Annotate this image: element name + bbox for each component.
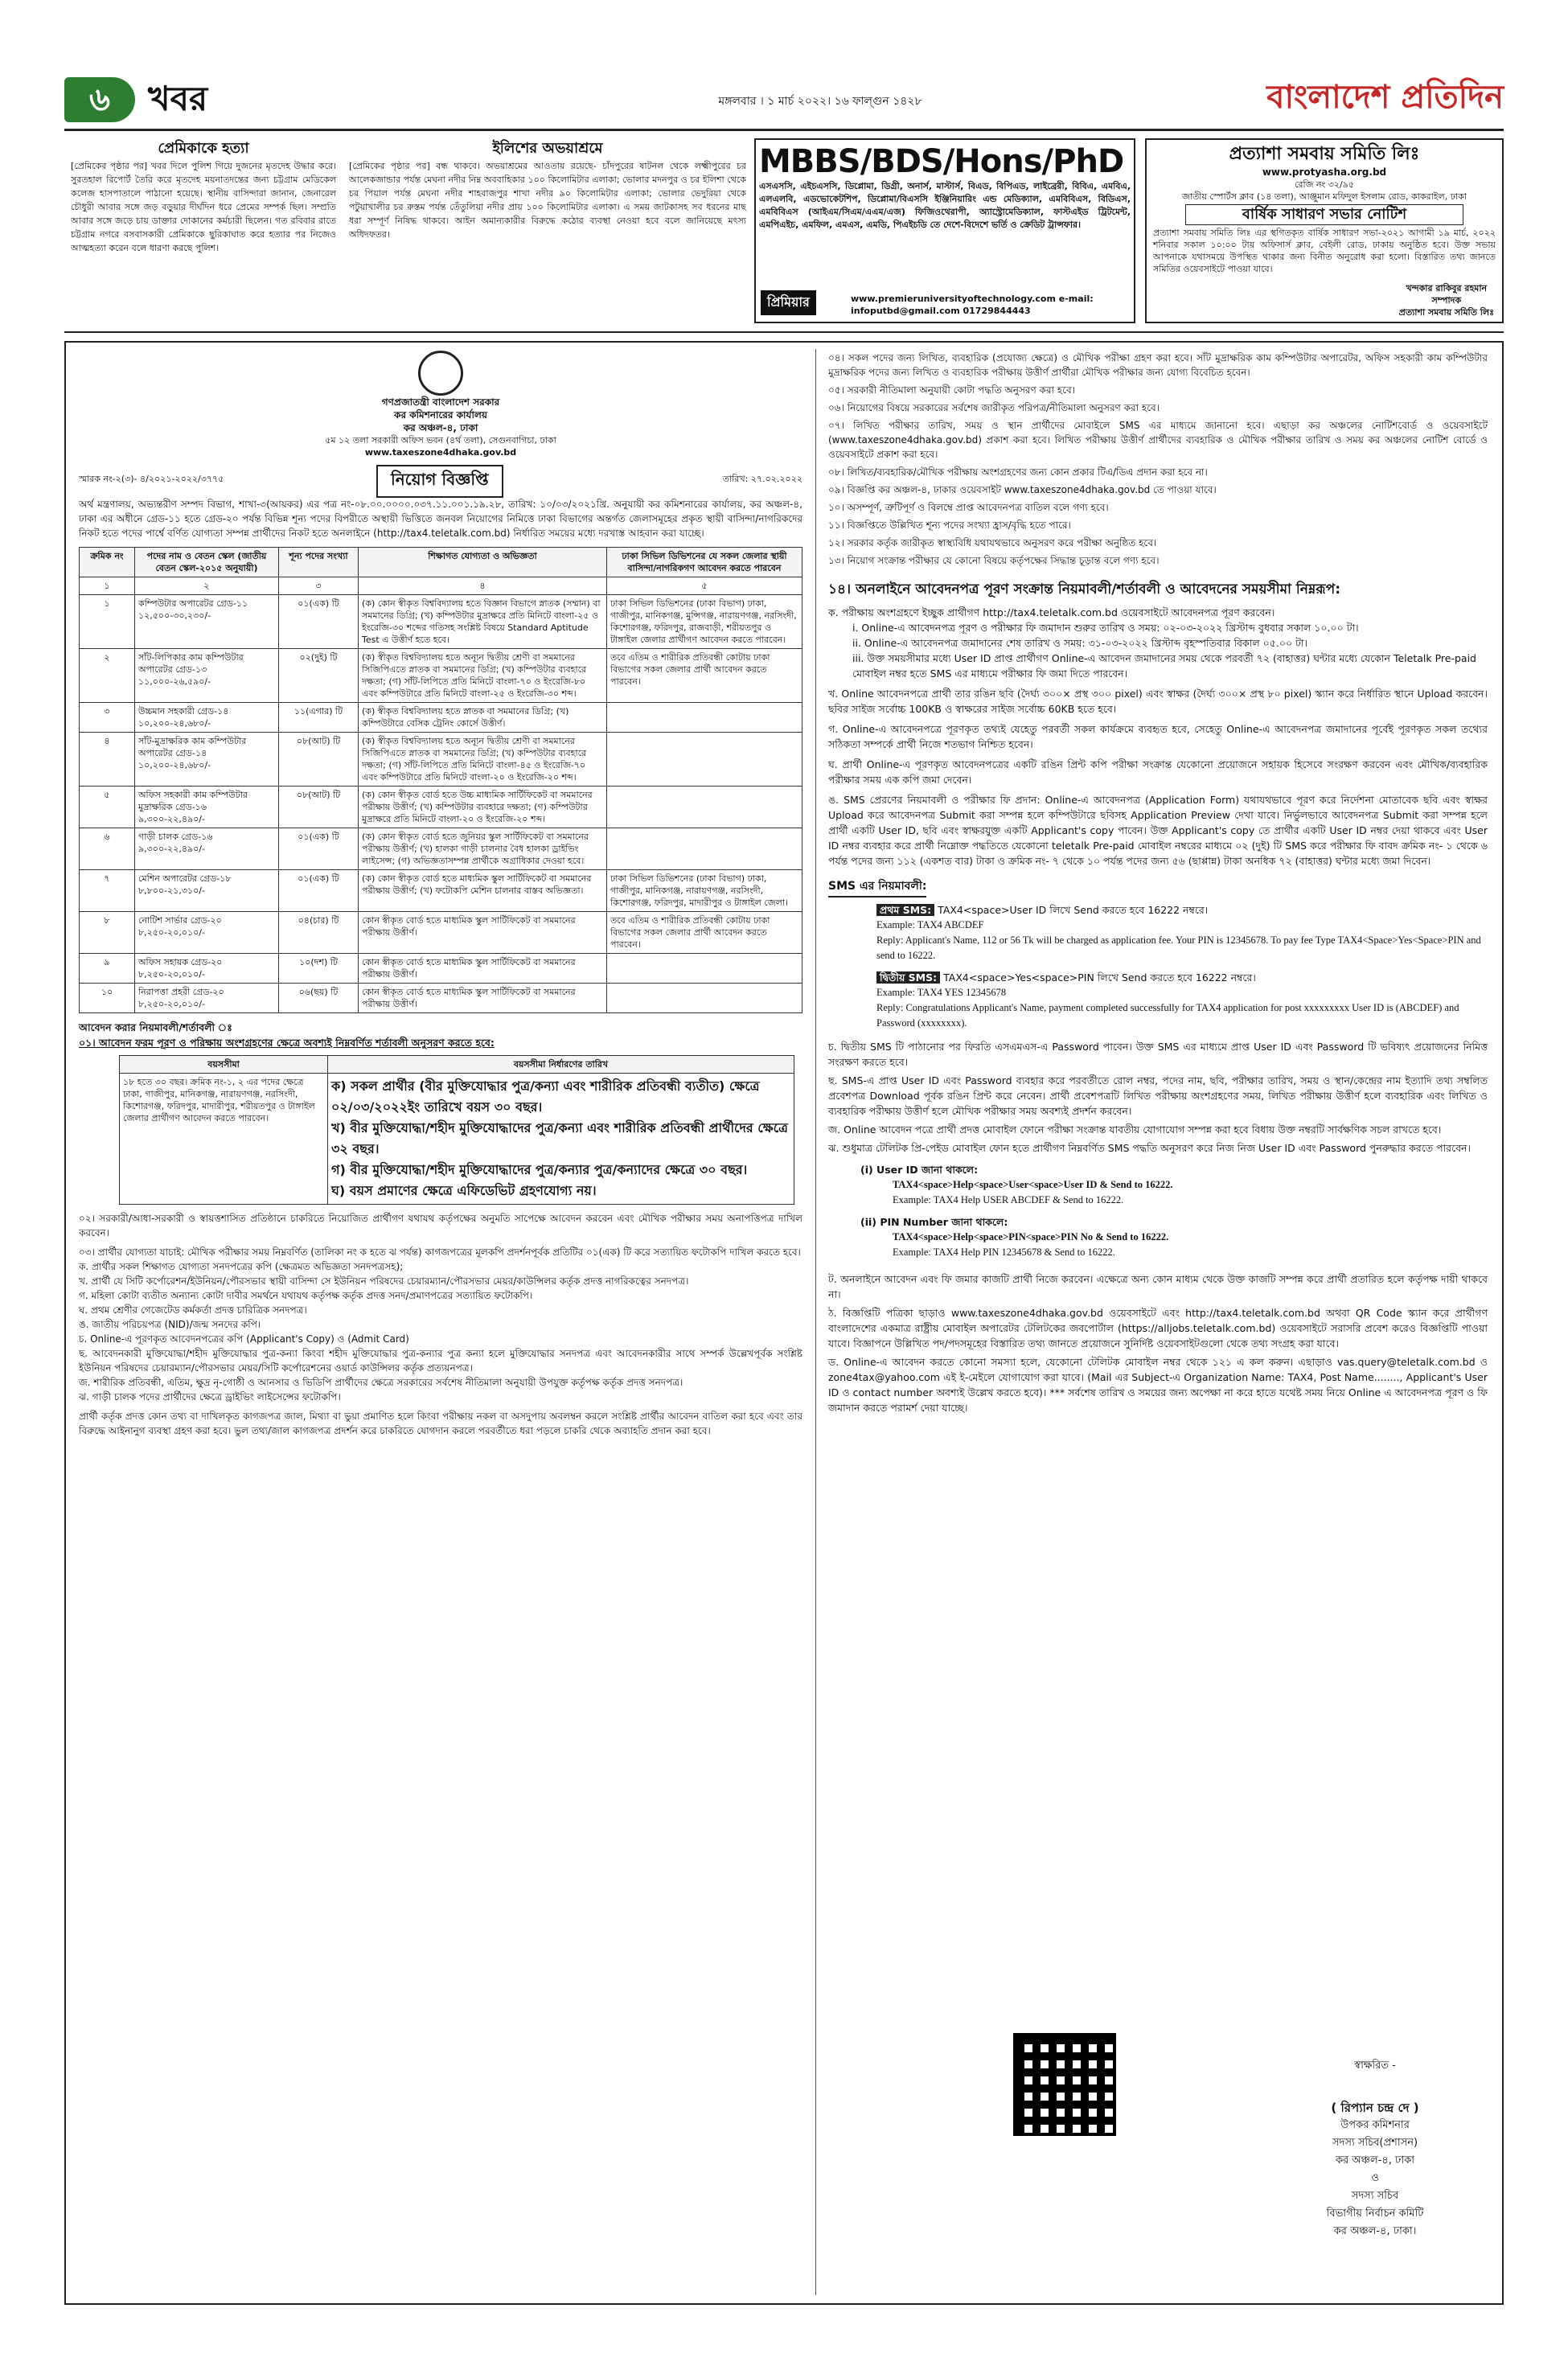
cell-qualification: (ক) কোন স্বীকৃত বিশ্ববিদ্যালয় হতে বিজ্ঞান বিভাগে স্নাতক (সম্মান) বা সমমানের ডিগ্রি; (খ) কম্পিউটার মুদ্রাক্ষরে প্রতি মিনিটে বাংলা-২৫ ও ইংরেজি-৩০ শব্দের গতিসহ সংশ্লিষ্ট বিষয়ে Standard Aptitude Test এ উত্তীর্ণ হতে হবে।: [359, 595, 607, 649]
cell-serial: ৬: [80, 828, 135, 870]
table-header-row: [80, 548, 802, 577]
coop-signer-org: প্রত্যাশা সমবায় সমিতি লিঃ: [1398, 307, 1494, 318]
table-row: [80, 703, 802, 733]
signer-line: সদস্য সচিব: [1351, 2190, 1399, 2202]
th-district: ঢাকা সিভিল ডিভিশনের যে সকল জেলার স্থায়ী বাসিন্দা/নাগরিকগণ আবেদন করতে পারবেন: [607, 548, 802, 577]
table-row: [80, 954, 802, 984]
story-body: [প্রেমিকের পৃষ্ঠার পর] বন্ধ থাকবে। অভয়াশ্রমের আওতায় রয়েছে- চাঁদপুরের ষাটনল থেকে লক্ষ্মীপুরের চর আলেকজান্ডার পর্যন্ত মেঘনা নদীর নিম্ন অববাহিকার ১০০ কিলোমিটার এলাকা; ভোলার মদনপুর ও চর ইলিশা থেকে চর পিয়াল পর্যন্ত মেঘনা নদীর শাহবাজপুর শাখা নদীর ৯০ কিলোমিটার এলাকা; ভোলার ভেদুরিয়া থেকে পটুয়াখালীর চর রুস্তম পর্যন্ত তেঁতুলিয়া নদীর প্রায় ১০০ কিলোমিটার এলাকা। এ সময় জাটকাসহ সব ধরনের মাছ ধরা সম্পূর্ণ নিষিদ্ধ থাকবে। আইন অমান্যকারীর বিরুদ্ধে কঠোর ব্যবস্থা নেওয়া হবে বলে জানিয়েছে মৎস্য অধিদফতর।: [349, 161, 746, 240]
cell-serial: ৩: [80, 703, 135, 733]
ref-row: [79, 465, 802, 492]
cell-count: ০১(এক) টি: [279, 595, 359, 649]
signature-block: [1270, 2057, 1480, 2241]
age-point: ঘ) বয়স প্রমাণের ক্ষেত্রে এফিডেভিট গ্রহণযোগ্য নয়।: [331, 1183, 597, 1198]
online-item: ক. পরীক্ষায় অংশগ্রহণে ইচ্ছুক প্রার্থীগণ http://tax4.teletalk.com.bd ওয়েবসাইটে আবেদনপত্র পূরণ করবেন।: [828, 606, 1275, 618]
date-line: মঙ্গলবার । ১ মার্চ ২০২২। ১৬ ফাল্গুন ১৪২৮: [718, 95, 922, 108]
th-qualification: শিক্ষাগত যোগ্যতা ও অভিজ্ঞতা: [359, 548, 607, 577]
rule-after: প্রার্থী কর্তৃক প্রদত্ত কোন তথ্য বা দাখিলকৃত কাগজপত্র জাল, মিথ্যা বা ভুয়া প্রমাণিত হলে কিংবা পরীক্ষায় নকল বা অসদুপায় অবলম্বন করলে সংশ্লিষ্ট প্রার্থীর আবেদন বাতিল করা হবে এবং তার বিরুদ্ধে আইনানুগ ব্যবস্থা গ্রহণ করা হবে। ভুল তথ্য/জাল কাগজপত্র প্রদর্শন করে চাকরিতে যোগদান করলে পরবর্তীতে ধরা পড়লে চাকরি থেকে অব্যাহতি প্রদান করা হবে।: [79, 1411, 802, 1436]
coop-title: প্রত্যাশা সমবায় সমিতি লিঃ: [1229, 144, 1420, 164]
right-rule: ১০। অসম্পূর্ণ, ত্রুটিপূর্ণ ও বিলম্বে প্রাপ্ত আবেদনপত্র বাতিল বলে গণ্য হবে।: [828, 502, 1109, 513]
sms2-label: দ্বিতীয় SMS:: [876, 971, 940, 984]
qr-code[interactable]: [1013, 2033, 1116, 2136]
cell-post: নিরাপত্তা প্রহরী গ্রেড-২০ ৮,২৫০-২০,০১০/-: [135, 984, 279, 1013]
govt-address: ৫ম ১২ তলা সরকারী অফিস ভবন (৪র্থ তলা), সেগুনবাগিচা, ঢাকা: [325, 435, 556, 446]
ad-premier-university: [754, 138, 1135, 323]
rule-3-item: ক. প্রার্থীর সকল শিক্ষাগত যোগ্যতা সনদপত্রের কপি (ক্ষেত্রমত অভিজ্ঞতা সনদপত্রসহ);: [79, 1261, 404, 1272]
story-ilish: [349, 138, 746, 241]
pin-line: Example: TAX4 Help PIN 12345678 & Send to 16222.: [893, 1247, 1115, 1258]
sms2-example: Example: TAX4 YES 12345678: [876, 987, 1007, 998]
online-item: গ. Online-এ আবেদনপত্রে পূরণকৃত তথ্যই যেহেতু পরবর্তী সকল কার্যক্রমে ব্যবহৃত হবে, সেহেতু Online-এ আবেদনপত্র জমাদানের পূর্বেই পূরণকৃত সকল তথ্যের সঠিকতা সম্পর্কে প্রার্থী নিজে শতভাগ নিশ্চিত হবেন।: [828, 723, 1488, 750]
cell-count: ০৮(আট) টি: [279, 733, 359, 787]
cell-count: ০৮(আট) টি: [279, 787, 359, 828]
ad-contact: www.premieruniversityoftechnology.com e-mail: infoputbd@gmail.com 01729844443: [851, 294, 1094, 316]
right-rule: ০৭। লিখিত পরীক্ষার তারিখ, সময় ও স্থান প্রার্থীদের মোবাইলে SMS এর মাধ্যমে জানানো হবে। এছাড়া কর অঞ্চলের নোটিশবোর্ড ও ওয়েবসাইটে (www.taxeszone4dhaka.gov.bd) প্রকাশ করা হবে। লিখিত পরীক্ষায় উত্তীর্ণ প্রার্থীদের ব্যবহারিক ও মৌখিক পরীক্ষার তারিখ ও সময় কর অঞ্চলের নোটিশ বোর্ডে ও ওয়েবসাইটে প্রকাশ করা হবে।: [828, 420, 1488, 460]
rule-3-item: ঘ. প্রথম শ্রেণীর গেজেটেড কর্মকর্তা প্রদত্ত চারিত্রিক সনদপত্র।: [79, 1304, 307, 1316]
coop-signature: [1399, 282, 1494, 318]
pin-block: [828, 1214, 1488, 1260]
rule-3-item: ঝ. গাড়ী চালক পদের প্রার্থীদের ক্ষেত্রে ড্রাইভিং লাইসেন্সের ফটোকপি।: [79, 1391, 341, 1403]
cell-count: ১১(এগার) টি: [279, 703, 359, 733]
signature-mark: [1270, 2075, 1480, 2099]
cell-serial: ৭: [80, 870, 135, 912]
pin-title: (ii) PIN Number জানা থাকলে:: [860, 1216, 1008, 1228]
coop-signer-title: সম্পাদক: [1431, 295, 1462, 306]
page-number: ৬: [88, 81, 110, 118]
sms1-example: Example: TAX4 ABCDEF: [876, 919, 984, 930]
cell-serial: ৯: [80, 954, 135, 984]
signer-line: কর অঞ্চল-৪, ঢাকা: [1335, 2154, 1415, 2167]
cell-serial: ৪: [80, 733, 135, 787]
govt-recruitment-notice: [64, 341, 1504, 2305]
cell-count: ০১(এক) টি: [279, 828, 359, 870]
vacancy-table-body: [80, 595, 802, 1013]
table-row: [80, 787, 802, 828]
age-left-cell: ১৮ হতে ৩০ বছর। ক্রমিক নং-১, ২ এর পদের ক্ষেত্রে ঢাকা, গাজীপুর, মানিকগঞ্জ, নারায়ণগঞ্জ, নরসিংদী, কিশোরগঞ্জ, ফরিদপুর, মাদারীপুর, শরীয়তপুর ও টাঙ্গাইল জেলার প্রার্থীগণ আবেদন করতে পারবেন।: [120, 1074, 328, 1205]
th-age-date: বয়সসীমা নির্ধারণের তারিখ: [328, 1056, 794, 1074]
online-item: ঘ. প্রার্থী Online-এ পূরণকৃত আবেদনপত্রের একটি রঙিন প্রিন্ট কপি পরীক্ষা সংক্রান্ত যেকোনো প্রয়োজনে সহায়ক হিসেবে সংরক্ষণ করবেন এবং মৌখিক/ব্যবহারিক পরীক্ষার সময় এক কপি জমা দেবেন।: [828, 758, 1488, 786]
coop-notice-title: বার্ষিক সাধারণ সভার নোটিশ: [1185, 204, 1463, 225]
col-number: ৫: [607, 577, 802, 595]
sms1-label: প্রথম SMS:: [876, 904, 934, 916]
table-row: [80, 828, 802, 870]
final-item: ট. অনলাইনে আবেদন এবং ফি জমার কাজটি প্রার্থী নিজে করবেন। এক্ষেত্রে অন্য কোন মাধ্যম থেকে উক্ত কাজটি সম্পন্ন করে প্রার্থী প্রতারিত হলে কর্তৃপক্ষ দায়ী থাকবে না।: [828, 1273, 1488, 1300]
right-column: [828, 351, 1488, 2297]
rule-3-item: চ. Online-এ পূরণকৃত আবেদনপত্রের কপি (Applicant's Copy) ও (Admit Card): [79, 1333, 409, 1345]
section-divider: [64, 331, 1504, 333]
right-rule: ০৬। নিয়োগের বিষয়ে সরকারের সর্বশেষ জারীকৃত পরিপত্র/নীতিমালা অনুসরণ করা হবে।: [828, 402, 1160, 413]
table-row: [80, 649, 802, 703]
table-number-row: [80, 577, 802, 595]
column-divider: [815, 349, 816, 2295]
signer-line: বিভাগীয় নির্বাচন কমিটি: [1326, 2208, 1424, 2220]
age-point: ক) সকল প্রার্থীর (বীর মুক্তিযোদ্ধার পুত্র/কন্যা এবং শারীরিক প্রতিবন্ধী ব্যতীত) ক্ষেত্রে ০২/০৩/২০২২ইং তারিখে বয়স ৩০ বছর।: [331, 1078, 760, 1115]
cell-district: [607, 984, 802, 1013]
right-rule: ১২। সরকার কর্তৃক জারীকৃত স্বাস্থ্যবিধি যথাযথভাবে অনুসরণ করে পরীক্ষা অনুষ্ঠিত হবে।: [828, 537, 1157, 548]
after-sms-item: জ. Online আবেদন পত্রে প্রার্থী প্রদত্ত মোবাইল ফোনে পরীক্ষা সংক্রান্ত যাবতীয় যোগাযোগ সম্পন্ন করা হবে বিধায় উক্ত নম্বরটি সার্বক্ষণিক সচল রাখতে হবে।: [828, 1123, 1442, 1136]
ad-headline: MBBS/BDS/Hons/PhD: [759, 143, 1124, 180]
brand-logo: বাংলাদেশ প্রতিদিন: [1266, 79, 1504, 116]
cell-district: [607, 787, 802, 828]
coop-body: প্রত্যাশা সমবায় সমিতি লিঃ এর স্থগিতকৃত বার্ষিক সাধারণ সভা-২০২১ আগামী ১৯ মার্চ, ২০২২ শনিবার সকাল ১০:০০ টায় অফিসার্স ক্লাব, বেইলী রোড, ঢাকায় অনুষ্ঠিত হবে। উক্ত সভায় আপনাকে যথাসময়ে উপস্থিত থাকার জন্য বিনীত অনুরোধ করা হলো। বিস্তারিত তথ্য জানতে সমিতির ওয়েবসাইটে পাওয়া যাবে।: [1153, 228, 1496, 274]
col-number: ৩: [279, 577, 359, 595]
signer-name: ( রিপ্যান চন্দ্র দে ): [1331, 2101, 1419, 2115]
rule-2: ০২। সরকারী/আধা-সরকারী ও স্বায়ত্তশাসিত প্রতিষ্ঠানে চাকরিতে নিয়োজিত প্রার্থীগণ যথাযথ কর্তৃপক্ষের অনুমতি সাপেক্ষে আবেদন করবেন এবং মৌখিক পরীক্ষার সময় অনাপত্তিপত্র দাখিল করবেন।: [79, 1213, 802, 1238]
table-row: [80, 912, 802, 954]
online-item: ঙ. SMS প্রেরণের নিয়মাবলী ও পরীক্ষার ফি প্রদান: Online-এ আবেদনপত্র (Application Form) যথাযথভাবে পূরণ করে নির্দেশনা মোতাবেক ছবি এবং স্বাক্ষর Upload করে আবেদনপত্র Submit করা সম্পন্ন হলে কম্পিউটারে ছবিসহ Application Preview দেখা যাবে। নির্ভুলভাবে আবেদনপত্র Submit করা সম্পন্ন হলে প্রার্থী একটি User ID, ছবি এবং স্বাক্ষরযুক্ত একটি Applicant's copy পাবেন। উক্ত Applicant's copy তে প্রার্থীর একটি User ID নম্বর দেয়া থাকবে এবং User ID নম্বর ব্যবহার করে প্রার্থী নিম্নোক্ত পদ্ধতিতে যেকোনো teletalk Pre-paid মোবাইল নম্বরের মাধ্যমে ০২ (দুই) টি SMS করে পরীক্ষার ফি বাবদ ক্রমিক নং- ১ থেকে ৬ পর্যন্ত পদের জন্য ১১২ (একশত বার) টাকা ও ক্রমিক নং- ৭ থেকে ১০ পর্যন্ত পদের জন্য ৫৬ (ছাপ্পান্ন) টাকা অনধিক ৭২ (বাহাত্তর) ঘন্টার মধ্যে জমা দিবেন।: [828, 794, 1488, 867]
sms-second-block: [828, 970, 1488, 1031]
cell-qualification: কোন স্বীকৃত বোর্ড হতে মাধ্যমিক স্কুল সার্টিফিকেট বা সমমানের পরীক্ষায় উত্তীর্ণ।: [359, 954, 607, 984]
rule-3-item: জ. শারীরিক প্রতিবন্ধী, এতিম, ক্ষুদ্র নৃ-গোষ্ঠী ও আনসার ও ভিডিপি প্রার্থীদের ক্ষেত্রে সরকারের সর্বশেষ নীতিমালা অনুযায়ী উপযুক্ত কর্তৃপক্ষ কর্তৃক প্রদত্ত সনদপত্র।: [79, 1377, 683, 1388]
rule-1: ০১। আবেদন ফরম পূরণ ও পরিক্ষায় অংশগ্রহণের ক্ষেত্রে অবশ্যই নিম্নবর্ণিত শর্তাবলী অনুসরণ করতে হবে:: [79, 1037, 495, 1049]
after-sms-item: ঝ. শুধুমাত্র টেলিটক প্রি-পেইড মোবাইল ফোন হতে প্রার্থীগণ নিম্নবর্ণিত SMS পদ্ধতি অনুসরণ করে নিজ নিজ User ID এবং Password পুনরুদ্ধার করতে পারবেন।: [828, 1142, 1471, 1154]
signer-line: সদস্য সচিব(প্রশাসন): [1332, 2137, 1418, 2149]
table-row: [80, 733, 802, 787]
online-item: ii. Online-এ আবেদনপত্র জমাদানের শেষ তারিখ ও সময়: ৩১-০৩-২০২২ খ্রিস্টাব্দ বৃহস্পতিবার বিকাল ০৫.০০ টা।: [852, 637, 1307, 649]
age-point: গ) বীর মুক্তিযোদ্ধা/শহীদ মুক্তিযোদ্ধাদের পুত্র/কন্যার পুত্র/কন্যাদের ক্ষেত্রে ৩০ বছর।: [331, 1162, 748, 1177]
signer-line: ও: [1371, 2172, 1379, 2184]
sms1-reply: Reply: Applicant's Name, 112 or 56 Tk will be charged as application fee. Your PIN is 12345678. To pay fee Type TAX4<Space>Yes<Space>PIN and send to 16222.: [876, 934, 1481, 961]
sms-first-block: [828, 902, 1488, 963]
cell-district: ঢাকা সিভিল ডিভিশনের (ঢাকা বিভাগ) ঢাকা, গাজীপুর, মানিকগঞ্জ, নারায়ণগঞ্জ, নরসিংদী, কিশোরগঞ্জ, ফরিদপুর, মাদারীপুর ও টাঙ্গাইল জেলা।: [607, 870, 802, 912]
table-row: [80, 984, 802, 1013]
cell-serial: ২: [80, 649, 135, 703]
sms-title: SMS এর নিয়মাবলী:: [828, 877, 926, 897]
cell-post: উচ্চমান সহকারী গ্রেড-১৪ ১০,২০০-২৪,৬৮০/-: [135, 703, 279, 733]
pin-line: TAX4<space>Help<space>PIN<space>PIN No & Send to 16222.: [893, 1231, 1169, 1242]
ad-coop-notice: [1145, 138, 1504, 323]
notice-title: নিয়োগ বিজ্ঞপ্তি: [376, 465, 503, 498]
uid-title: (i) User ID জানা থাকলে:: [860, 1164, 979, 1176]
cell-qualification: (ক) স্বীকৃত বিশ্ববিদ্যালয় হতে অন্যূন দ্বিতীয় শ্রেণী বা সমমানের সিজিপিএতে স্নাতক বা সমমানের ডিগ্রি; (খ) কম্পিউটার ব্যবহারে দক্ষতা; (গ) সাঁট-লিপিতে প্রতি মিনিটে বাংলা-৭০ ও ইংরেজি-৮০ এবং কম্পিউটারে প্রতি মিনিটে বাংলা-২৫ ও ইংরেজি-৩০ শব্দ।: [359, 649, 607, 703]
cell-count: ০২(দুই) টি: [279, 649, 359, 703]
ad-body: এসএসসি, এইচএসসি, ডিপ্লোমা, ডিগ্রী, অনার্স, মাস্টার্স, বিএড, বিপিএড, লাইব্রেরী, বিবিএ, এমবিএ, এলএলবি, এডভোকেটশিপ, ডিপ্লোমা/বিএসসি ইঞ্জিনিয়ারিং এন্ড মেডিক্যাল, এমবিবিএস, বিডিএস, এমবিবিএস (আইএম/সিএম/এএম/এজ) ফিজিওথেরাপী, অ্যাস্ট্রোমেডিক্যাল, ফাস্টএইড ট্রিটমেন্ট, এমপিএইচ, এমফিল, এমএস, এমডি, পিএইচডি তে দেশে-বিদেশে ভর্তি ও ক্রেডিট ট্রান্সফার।: [759, 181, 1131, 230]
govt-line1: গণপ্রজাতন্ত্রী বাংলাদেশ সরকার: [381, 396, 500, 408]
final-item: ড. Online-এ আবেদন করতে কোনো সমস্যা হলে, যেকোনো টেলিটক মোবাইল নম্বর থেকে ১২১ এ কল করুন। এছাড়াও vas.query@teletalk.com.bd ও zone4tax@yahoo.com এই ই-মেইলে যোগাযোগ করা যাবে। (Mail এর Subject-এ Organization Name: TAX4, Post Name........, Applicant's User ID ও contact number অবশ্যই উল্লেখ করতে হবে)। *** সর্বশেষ তারিখ ও সময়ের জন্য অপেক্ষা না করে হাতে যথেষ্ট সময় নিয়ে Online এ আবেদনপত্র পূরণ ও ফি জমাদান করতে পরামর্শ দেয়া যাচ্ছে।: [828, 1356, 1488, 1414]
cell-district: [607, 954, 802, 984]
cell-count: ০৬(ছয়) টি: [279, 984, 359, 1013]
masthead-rule: [64, 129, 1504, 131]
rule-3-item: ঙ. জাতীয় পরিচয়পত্র (NID)/জন্ম সনদের কপি।: [79, 1319, 261, 1330]
after-sms-item: ছ. SMS-এ প্রাপ্ত User ID এবং Password ব্যবহার করে পরবর্তীতে রোল নম্বর, পদের নাম, ছবি, পরীক্ষার তারিখ, সময় ও স্থান/কেন্দ্রের নাম ইত্যাদি তথ্য সম্বলিত প্রবেশপত্র Download পূর্বক রঙিন প্রিন্ট করে নেবেন। প্রার্থী প্রবেশপত্রটি লিখিত পরীক্ষায় অংশগ্রহণের সময়, লিখিত পরীক্ষায় উত্তীর্ণ হলে ব্যবহারিক এবং লিখিত ও ব্যবহারিক পরীক্ষায় উত্তীর্ণ হলে মৌখিক পরীক্ষার সময় অবশ্যই প্রদর্শন করবেন।: [828, 1074, 1488, 1117]
story-hatya: [71, 138, 336, 255]
cell-qualification: (ক) স্বীকৃত বিশ্ববিদ্যালয় হতে স্নাতক বা সমমানের ডিগ্রি; (খ) কম্পিউটারে বেসিক ট্রেনিং কোর্সে উত্তীর্ণ।: [359, 703, 607, 733]
cell-post: গাড়ী চালক গ্রেড-১৬ ৯,৩০০-২২,৪৯০/-: [135, 828, 279, 870]
online-title: ১৪। অনলাইনে আবেদনপত্র পূরণ সংক্রান্ত নিয়মাবলী/শর্তাবলী ও আবেদনের সময়সীমা নিম্নরূপ:: [828, 581, 1341, 598]
story-title: প্রেমিকাকে হত্যা: [158, 140, 249, 157]
th-post: পদের নাম ও বেতন স্কেল (জাতীয় বেতন স্কেল-২০১৫ অনুযায়ী): [135, 548, 279, 577]
rules-title: আবেদন করার নিয়মাবলী/শর্তাবলী ঃ: [79, 1021, 232, 1033]
uid-line: Example: TAX4 Help USER ABCDEF & Send to 16222.: [893, 1194, 1124, 1205]
sign-label: স্বাক্ষরিত -: [1354, 2060, 1396, 2072]
coop-reg: রেজি নং ৩২/৯৫: [1294, 179, 1355, 190]
age-table-row: [120, 1074, 794, 1205]
sms2-reply: Reply: Congratulations Applicant's Name, payment completed successfully for TAX4 application for post xxxxxxxxx User ID is (ABCDEF) and Password (xxxxxxxx).: [876, 1002, 1459, 1029]
age-right-cell: [328, 1074, 794, 1205]
sms2-text: TAX4<space>Yes<space>PIN লিখে Send করতে হবে 16222 নম্বরে।: [943, 971, 1256, 984]
govt-line2: কর কমিশনারের কার্যালয়: [394, 409, 487, 421]
col-number: ১: [80, 577, 135, 595]
after-sms-item: চ. দ্বিতীয় SMS টি পাঠানোর পর ফিরতি এসএমএস-এ Password পাবেন। উক্ত SMS এর মাধ্যমে প্রাপ্ত User ID এবং Password টি ভবিষ্যৎ প্রয়োজনের নিমিত্ত সংরক্ষণ করতে হবে।: [828, 1041, 1488, 1068]
table-row: [80, 595, 802, 649]
coop-signer: খন্দকার রাকিবুর রহমান: [1406, 283, 1488, 294]
notice-intro: অর্থ মন্ত্রণালয়, অভ্যন্তরীণ সম্পদ বিভাগ, শাখা-৩(আয়কর) এর পত্র নং-০৮.০০.০০০০.০৩৭.১১.০০১.১৯.২৮, তারিখ: ১০/০৩/২০২১খ্রি. অনুযায়ী কর কমিশনারের কার্যালয়, কর অঞ্চল-৪, ঢাকা এর অধীনে গ্রেড-১১ হতে গ্রেড-২০ পর্যন্ত বিভিন্ন শূন্য পদের বিপরীতে অস্থায়ী ভিত্তিতে জনবল নিয়োগের নিমিত্তে ঢাকা বিভাগের অন্তর্গত জেলাসমূহের প্রকৃত স্থায়ী বাসিন্দা/নাগরিকদের নিকট হতে পদের পার্শ্বে বর্ণিত যোগ্যতা সম্পন্ন প্রার্থীদের নিকট হতে অনলাইনে (http://tax4.teletalk.com.bd) নির্ধারিত সময়ের মধ্যে দরখাস্ত আহবান করা যাচ্ছে।: [79, 499, 802, 539]
rule-3: ০৩। প্রার্থীর যোগ্যতা যাচাই: মৌখিক পরীক্ষার সময় নিম্নবর্ণিত (তালিকা নং ক হতে ঝ পর্যন্ত) কাগজপত্রের মূলকপি প্রদর্শনপূর্বক প্রতিটির ০১(এক) টি করে সত্যায়িত ফটোকপি দাখিল করতে হবে।: [79, 1247, 801, 1258]
online-item: খ. Online আবেদনপত্রে প্রার্থী তার রঙিন ছবি (দৈর্ঘ্য ৩০০× প্রস্থ ৩০০ pixel) এবং স্বাক্ষর (দৈর্ঘ্য ৩০০× প্রস্থ ৮০ pixel) স্ক্যান করে নির্ধারিত স্থানে Upload করবেন। ছবির সাইজ সর্বোচ্চ 100KB ও স্বাক্ষরের সাইজ সর্বোচ্চ 60KB হতে হবে।: [828, 688, 1488, 715]
coop-address: জাতীয় স্পোর্টস ক্লাব (১৪ তলা), আঞ্জুমান মফিদুল ইসলাম রোড, কাকরাইল, ঢাকা: [1181, 191, 1467, 202]
notice-date: তারিখ: ২৭.০২.২০২২: [722, 474, 802, 484]
govt-website: www.taxeszone4dhaka.gov.bd: [364, 447, 517, 458]
cell-post: অফিস সহায়ক গ্রেড-২০ ৮,২৫০-২০,০১০/-: [135, 954, 279, 984]
cell-serial: ১: [80, 595, 135, 649]
online-item: i. Online-এ আবেদনপত্র পূরণ ও পরীক্ষার ফি জমাদান শুরুর তারিখ ও সময়: ০২-০৩-২০২২ খ্রিস্টাব্দ বুধবার সকাল ১০.০০ টা।: [852, 622, 1359, 634]
cell-qualification: কোন স্বীকৃত বোর্ড হতে মাধ্যমিক স্কুল সার্টিফিকেট বা সমমানের পরীক্ষায় উত্তীর্ণ।: [359, 912, 607, 954]
sms1-text: TAX4<space>User ID লিখে Send করতে হবে 16222 নম্বরে।: [938, 904, 1209, 916]
masthead: [64, 74, 1504, 127]
userid-block: [828, 1162, 1488, 1208]
cell-serial: ৮: [80, 912, 135, 954]
uid-line: TAX4<space>Help<space>User<space>User ID & Send to 16222.: [893, 1179, 1173, 1190]
signer-line: উপকর কমিশনার: [1340, 2119, 1410, 2131]
cell-post: সাঁট-মুদ্রাক্ষরিক কাম কম্পিউটার অপারেটর গ্রেড-১৪ ১০,২০০-২৪,৬৮০/-: [135, 733, 279, 787]
govt-emblem: [418, 351, 463, 396]
signer-line: কর অঞ্চল-৪, ঢাকা।: [1333, 2225, 1417, 2237]
cell-qualification: (ক) কোন স্বীকৃত বোর্ড হতে মাধ্যমিক স্কুল সার্টিফিকেট বা সমমানের পরীক্ষায় উত্তীর্ণ; (খ) ফটোকপি মেশিন চালনার বাস্তব অভিজ্ঞতা।: [359, 870, 607, 912]
rule-3-item: খ. প্রার্থী যে সিটি কর্পোরেশন/ইউনিয়ন/পৌরসভার স্থায়ী বাসিন্দা সে ইউনিয়ন পরিষদের চেয়ারম্যান/পৌরসভার মেয়র/কাউন্সিলর কর্তৃক প্রদত্ত নাগরিকত্বের সনদপত্র।: [79, 1275, 689, 1287]
table-row: [80, 870, 802, 912]
cell-count: ১০(দশ) টি: [279, 954, 359, 984]
right-rule: ০৯। বিজ্ঞপ্তি কর অঞ্চল-৪, ঢাকার ওয়েবসাইট www.taxeszone4dhaka.gov.bd তে পাওয়া যাবে।: [828, 484, 1217, 495]
online-item: iii. উক্ত সময়সীমার মধ্যে User ID প্রাপ্ত প্রার্থীগণ Online-এ আবেদন জমাদানের সময় থেকে পরবর্তী ৭২ (বাহাত্তর) ঘন্টার মধ্যে যেকোন Teletalk Pre-paid মোবাইল নম্বর হতে SMS এর মাধ্যমে পরীক্ষার ফি জমা দিতে পারবেন।: [852, 652, 1476, 680]
cell-count: ০১(এক) টি: [279, 870, 359, 912]
cell-post: সাঁট-লিপিকার কাম কম্পিউটার অপারেটর গ্রেড-১৩ ১১,০০০-২৬,৫৯০/-: [135, 649, 279, 703]
coop-website: www.protyasha.org.bd: [1262, 166, 1387, 178]
right-rule: ১৩। নিয়োগ সংক্রান্ত পরীক্ষার যে কোনো বিষয়ে কর্তৃপক্ষের সিদ্ধান্ত চূড়ান্ত বলে গণ্য হবে।: [828, 555, 1160, 566]
cell-district: তবে এতিম ও শারীরিক প্রতিবন্ধী কোটায় ঢাকা বিভাগের সকল জেলার প্রার্থী আবেদন করতে পারবেন।: [607, 649, 802, 703]
ref-number: স্মারক নং-২(৩)- ৪/২০২১-২০২২/৩৭৭৫: [79, 474, 224, 484]
age-limit-table: [119, 1055, 794, 1205]
cell-post: মেশিন অপারেটর গ্রেড-১৮ ৮,৮০০-২১,৩১০/-: [135, 870, 279, 912]
cell-qualification: (ক) কোন স্বীকৃত বোর্ড হতে জুনিয়র স্কুল সার্টিফিকেট বা সমমানের পরীক্ষায় উত্তীর্ণ; (খ) হালকা গাড়ী চালনার বৈধ হালকা ড্রাইভিং লাইসেন্স; (গ) অভিজ্ঞতাসম্পন্ন প্রার্থীকে অগ্রাধিকার দেওয়া হবে।: [359, 828, 607, 870]
vacancy-table: [79, 547, 802, 1013]
rule-3-item: ছ. আবেদনকারী মুক্তিযোদ্ধা/শহীদ মুক্তিযোদ্ধার পুত্র-কন্যা কিংবা শহীদ মুক্তিযোদ্ধার পুত্র-কন্যার পুত্র কন্যা হলে মুক্তিযোদ্ধার সনদপত্র এবং আবেদনকারীর সাথে সম্পর্ক উল্লেখপূর্বক সংশ্লিষ্ট ইউনিয়ন পরিষদের চেয়ারম্যান/পৌরসভার মেয়র/সিটি কর্পোরেশনের ওয়ার্ড কাউন্সিলর কর্তৃক প্রত্যয়নপত্র।: [79, 1348, 802, 1374]
cell-count: ০৪(চার) টি: [279, 912, 359, 954]
cell-serial: ১০: [80, 984, 135, 1013]
right-rule: ০৮। লিখিত/ব্যবহারিক/মৌখিক পরীক্ষায় অংশগ্রহণের জন্য কোন প্রকার টিএ/ডিএ প্রদান করা হবে না।: [828, 466, 1208, 478]
cell-post: কম্পিউটার অপারেটর গ্রেড-১১ ১২,৫০০-৩০,২৩০/-: [135, 595, 279, 649]
cell-serial: ৫: [80, 787, 135, 828]
cell-qualification: (ক) কোন স্বীকৃত বোর্ড হতে উচ্চ মাধ্যমিক সার্টিফিকেট বা সমমানের পরীক্ষায় উত্তীর্ণ; (খ) কম্পিউটার ব্যবহারে দক্ষতা; (গ) কম্পিউটার মুদ্রাক্ষরে প্রতি মিনিটে বাংলা-২০ ও ইংরেজি-২০ শব্দ।: [359, 787, 607, 828]
right-rule: ০৫। সরকারী নীতিমালা অনুযায়ী কোটা পদ্ধতি অনুসরণ করা হবে।: [828, 384, 1075, 396]
left-column: [79, 351, 802, 2297]
age-table-header: [120, 1056, 794, 1074]
th-age-limit: বয়সসীমা: [120, 1056, 328, 1074]
story-body: [প্রেমিকের পৃষ্ঠার পর] খবর দিলে পুলিশ গিয়ে দুজনের মৃতদেহ উদ্ধার করে। সুরতহাল রিপোর্ট তৈরি করে মৃতদেহ ময়নাতদন্তের জন্য চট্টগ্রাম মেডিকেল কলেজ হাসপাতালে পাঠানো হয়েছে। স্থানীয় বাসিন্দারা জানান, জেনারেল চৌধুরী আবার সঙ্গে জড় বড়ুয়ার দীর্ঘদিন ধরে প্রেমের সম্পর্ক ছিল। সম্প্রতি আবার সঙ্গে জড়ে চায় ডাক্তার দোকানের কর্মচারী ছিলেন। গত রবিবার রাতে চট্টগ্রাম নগরে বসবাসকারী প্রেমিকাকে ছুরিকাঘাত করে হত্যার পর নিজেও আত্মহত্যা করেন বলে ধারণা করছে পুলিশ।: [71, 161, 336, 253]
cell-district: তবে এতিম ও শারীরিক প্রতিবন্ধী কোটায় ঢাকা বিভাগের সকল জেলার প্রার্থী আবেদন করতে পারবেন।: [607, 912, 802, 954]
cell-qualification: (ক) স্বীকৃত বিশ্ববিদ্যালয় হতে অন্যূন দ্বিতীয় শ্রেণী বা সমমানের সিজিপিএতে স্নাতক বা সমমানের ডিগ্রি; (খ) কম্পিউটার ব্যবহারে দক্ষতা; (গ) সাঁট-লিপিতে প্রতি মিনিটে বাংলা-৪৫ ও ইংরেজি-৭০ এবং কম্পিউটারে প্রতি মিনিটে বাংলা-২০ ও ইংরেজি-২০ শব্দ।: [359, 733, 607, 787]
section-label: খবর: [148, 79, 208, 118]
final-item: ঠ. বিজ্ঞপ্তিটি পত্রিকা ছাড়াও www.taxeszone4dhaka.gov.bd ওয়েবসাইটে এবং http://tax4.teletalk.com.bd অথবা QR Code স্ক্যান করে প্রার্থীগণ বাংলাদেশের একমাত্র রাষ্ট্রীয় মোবাইল অপারেটর টেলিটকের জবপোর্টাল (https://alljobs.teletalk.com.bd) ওয়েবসাইটে সরাসরি প্রবেশ করেও বিজ্ঞপ্তিটি পাওয়া যাবে। বিজ্ঞাপনে উল্লিখিত পদ/পদসমূহের বিস্তারিত তথ্য জানতে প্রয়োজনে সুনির্দিষ্ট ওয়েবসাইটগুলো থেকে তথ্য সংগ্রহ করা যাবে।: [828, 1307, 1488, 1349]
th-serial: ক্রমিক নং: [80, 548, 135, 577]
age-point: খ) বীর মুক্তিযোদ্ধা/শহীদ মুক্তিযোদ্ধাদের পুত্র/কন্যা এবং শারীরিক প্রতিবন্ধী প্রার্থীদের ক্ষেত্রে ৩২ বছর।: [331, 1120, 788, 1156]
cell-post: অফিস সহকারী কাম কম্পিউটার মুদ্রাক্ষরিক গ্রেড-১৬ ৯,৩০০-২২,৪৯০/-: [135, 787, 279, 828]
cell-post: নোটিশ সার্ভার গ্রেড-২০ ৮,২৫০-২০,০১০/-: [135, 912, 279, 954]
cell-district: [607, 733, 802, 787]
cell-district: ঢাকা সিভিল ডিভিশনের (ঢাকা বিভাগ) ঢাকা, গাজীপুর, মানিকগঞ্জ, মুন্সিগঞ্জ, নারায়ণগঞ্জ, নরসিংদী, কিশোরগঞ্জ, ফরিদপুর, রাজবাড়ী, শরীয়তপুর ও টাঙ্গাইল জেলার প্রার্থীগণ আবেদন করতে পারবেন।: [607, 595, 802, 649]
cell-district: [607, 828, 802, 870]
page-number-badge: [64, 77, 135, 122]
govt-line3: কর অঞ্চল-৪, ঢাকা: [403, 422, 478, 433]
col-number: ২: [135, 577, 279, 595]
cell-qualification: কোন স্বীকৃত বোর্ড হতে মাধ্যমিক স্কুল সার্টিফিকেট বা সমমানের পরীক্ষায় উত্তীর্ণ।: [359, 984, 607, 1013]
right-rule: ০৪। সকল পদের জন্য লিখিত, ব্যবহারিক (প্রযোজ্য ক্ষেত্রে) ও মৌখিক পরীক্ষা গ্রহণ করা হবে। সাঁট মুদ্রাক্ষরিক কাম কম্পিউটার অপারেটর, অফিস সহকারী কাম কম্পিউটার মুদ্রাক্ষরিক পদের জন্য লিখিত ও ব্যবহারিক পরীক্ষায় উত্তীর্ণ প্রার্থীরা মৌখিক পরীক্ষার জন্য যোগ্য বিবেচিত হবেন।: [828, 352, 1488, 378]
ad-brand: প্রিমিয়ার: [761, 290, 816, 315]
right-rule: ১১। বিজ্ঞপ্তিতে উল্লিখিত শূন্য পদের সংখ্যা হ্রাস/বৃদ্ধি হতে পারে।: [828, 520, 1071, 531]
rule-3-item: গ. মহিলা কোটা ব্যতীত অন্যান্য কোটা দাবীর সমর্থনে যথাযথ কর্তৃপক্ষ কর্তৃক প্রদত্ত সনদ/প্রমাণপত্রের সত্যায়িত ফটোকপি।: [79, 1290, 533, 1301]
th-count: শূন্য পদের সংখ্যা: [279, 548, 359, 577]
col-number: ৪: [359, 577, 607, 595]
story-title: ইলিশের অভয়াশ্রমে: [492, 140, 603, 157]
cell-district: [607, 703, 802, 733]
